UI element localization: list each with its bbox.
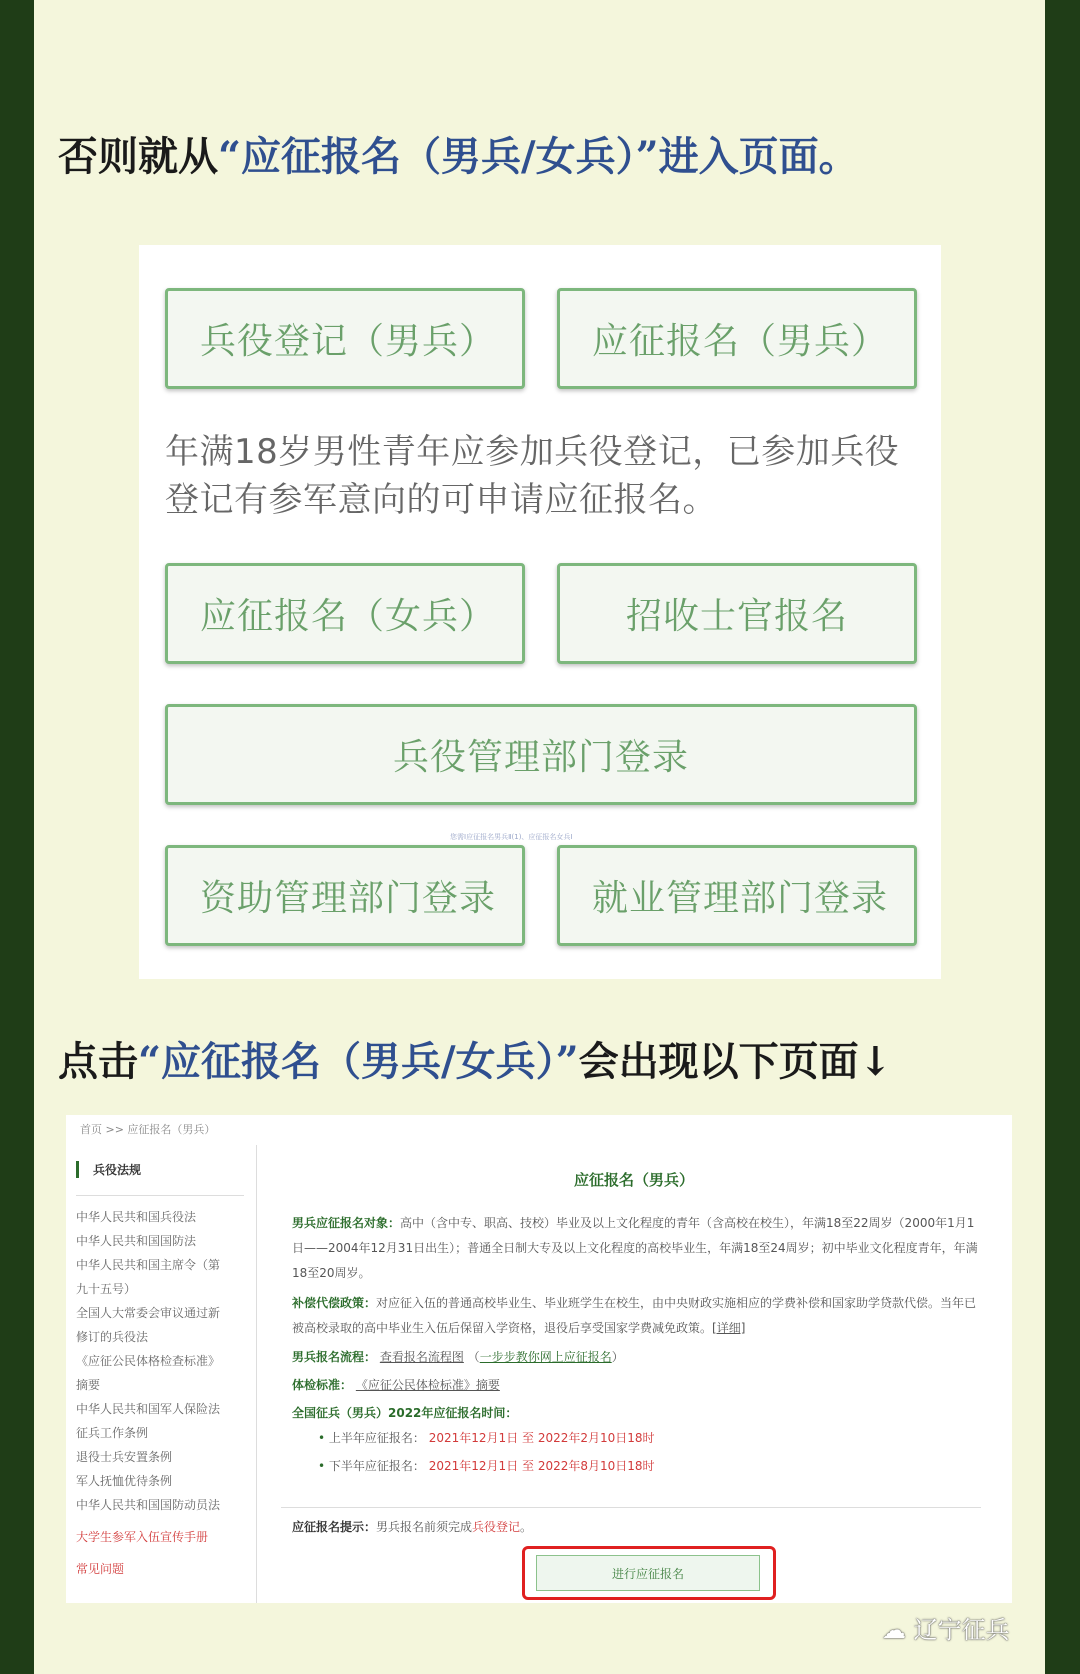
first-half-time: 2021年12月1日 至 2022年2月10日18时 (428, 1431, 655, 1445)
online-guide-link[interactable]: 一步步教你网上应征报名 (479, 1350, 612, 1364)
sidebar-item[interactable]: 中华人民共和国国防动员法 (76, 1498, 221, 1512)
sidebar-item[interactable]: 军人抚恤优待条例 (76, 1474, 173, 1488)
exam-label: 体检标准： (292, 1378, 353, 1392)
time-title-row (292, 1401, 982, 1426)
process-label: 男兵报名流程： (292, 1350, 377, 1364)
tip-label: 应征报名提示： (292, 1520, 377, 1534)
second-half-time: 2021年12月1日 至 2022年8月10日18时 (428, 1459, 655, 1473)
heading2-highlight: “应征报名（男兵/女兵）” (138, 1038, 579, 1085)
sidebar-item[interactable]: 修订的兵役法 (76, 1330, 149, 1344)
compensation-label: 补偿代偿政策： (292, 1296, 377, 1310)
sidebar-item[interactable]: 中华人民共和国军人保险法 (76, 1402, 221, 1416)
sidebar-link-handbook[interactable]: 大学生参军入伍宣传手册 (76, 1530, 209, 1544)
female-apply-button[interactable]: 应征报名（女兵） (165, 563, 525, 664)
divider (281, 1507, 981, 1508)
nco-apply-button[interactable]: 招收士官报名 (557, 563, 917, 664)
first-half-label: 上半年应征报名： (328, 1431, 425, 1445)
second-half-row (318, 1457, 655, 1474)
sidebar-item[interactable]: 九十五号） (76, 1282, 137, 1296)
page-title: 应征报名（男兵） (573, 1171, 694, 1189)
exam-standard-link[interactable]: 《应征公民体检标准》摘要 (355, 1378, 500, 1392)
sidebar-item[interactable]: 中华人民共和国主席令（第 (76, 1258, 221, 1272)
exam-row (292, 1373, 982, 1398)
heading-enter-page (58, 125, 859, 182)
compensation-text: 对应征入伍的普通高校毕业生、毕业班学生在校生，由中央财政实施相应的学费补偿和国家助学贷款代偿。当年已被高校录取的高中毕业生入伍后保留入学资格，退役后享受国家学费减免政策。 (292, 1296, 977, 1335)
breadcrumb: 首页 >> 应征报名（男兵） (80, 1123, 216, 1136)
sidebar (66, 1145, 257, 1603)
compensation-detail-link[interactable]: [详细] (712, 1321, 746, 1335)
time-title: 全国征兵（男兵）2022年应征报名时间： (292, 1406, 518, 1420)
process-row: 男兵报名流程： 查看报名流程图 （一步步教你网上应征报名） (292, 1350, 624, 1364)
tip-text: 男兵报名前须完成 (376, 1520, 473, 1534)
enroll-button[interactable]: 进行应征报名 (536, 1555, 760, 1591)
heading2-suffix: 会出现以下页面↓ (578, 1038, 893, 1085)
sidebar-item[interactable]: 中华人民共和国国防法 (76, 1234, 197, 1248)
sidebar-item[interactable]: 征兵工作条例 (76, 1426, 149, 1440)
heading-click-result (58, 1030, 892, 1087)
heading2-prefix: 点击 (58, 1038, 138, 1085)
sidebar-item[interactable]: 《应征公民体格检查标准》 (76, 1354, 221, 1368)
male-registration-button[interactable]: 兵役登记（男兵） (165, 288, 525, 389)
tip-end: 。 (520, 1520, 533, 1534)
sidebar-link-faq[interactable]: 常见问题 (76, 1562, 125, 1576)
second-half-label: 下半年应征报名： (328, 1459, 425, 1473)
registration-description: 年满18岁男性青年应参加兵役登记，已参加兵役登记有参军意向的可申请应征报名。 (165, 432, 900, 520)
target-paragraph (292, 1211, 982, 1286)
sidebar-item[interactable]: 摘要 (76, 1378, 101, 1392)
first-half-row (318, 1429, 655, 1446)
military-admin-login-button[interactable]: 兵役管理部门登录 (165, 704, 917, 805)
funding-admin-login-button[interactable]: 资助管理部门登录 (165, 845, 525, 946)
compensation-paragraph (292, 1291, 982, 1341)
sidebar-item[interactable]: 退役士兵安置条例 (76, 1450, 173, 1464)
sidebar-title: 兵役法规 (76, 1161, 141, 1178)
heading-highlight: “应征报名（男兵/女兵）” (218, 133, 659, 180)
process-chart-link[interactable]: 查看报名流程图 (379, 1350, 464, 1364)
tip-registration-link[interactable]: 兵役登记 (472, 1520, 521, 1534)
watermark-logo (882, 1610, 1010, 1645)
heading-prefix: 否则就从 (58, 133, 218, 180)
tip-row (292, 1515, 982, 1540)
sidebar-list (76, 1205, 246, 1581)
target-text: 高中（含中专、职高、技校）毕业及以上文化程度的青年（含高校在校生），年满18至22周岁（2000年1月1日——2004年12月31日出生）；普通全日制大专及以上文化程度的高校毕业生，年满18至24周岁；初中毕业文化程度青年，年满18至20周岁。 (292, 1216, 978, 1280)
sidebar-divider (76, 1195, 244, 1196)
target-label: 男兵应征报名对象： (292, 1216, 401, 1230)
sidebar-item[interactable]: 全国人大常委会审议通过新 (76, 1306, 221, 1320)
watermark-text: 辽宁征兵 (913, 1616, 1010, 1644)
sidebar-item[interactable]: 中华人民共和国兵役法 (76, 1210, 197, 1224)
employment-admin-login-button[interactable]: 就业管理部门登录 (557, 845, 917, 946)
male-apply-button[interactable]: 应征报名（男兵） (557, 288, 917, 389)
apply-page-screenshot (66, 1115, 1012, 1603)
wechat-icon: ☁ (882, 1616, 906, 1644)
tiny-caption: 您需Ⅰ应征报名男兵Ⅱ(1)、应征报名女兵Ⅰ (450, 833, 573, 841)
heading-suffix: 进入页面。 (658, 133, 859, 180)
